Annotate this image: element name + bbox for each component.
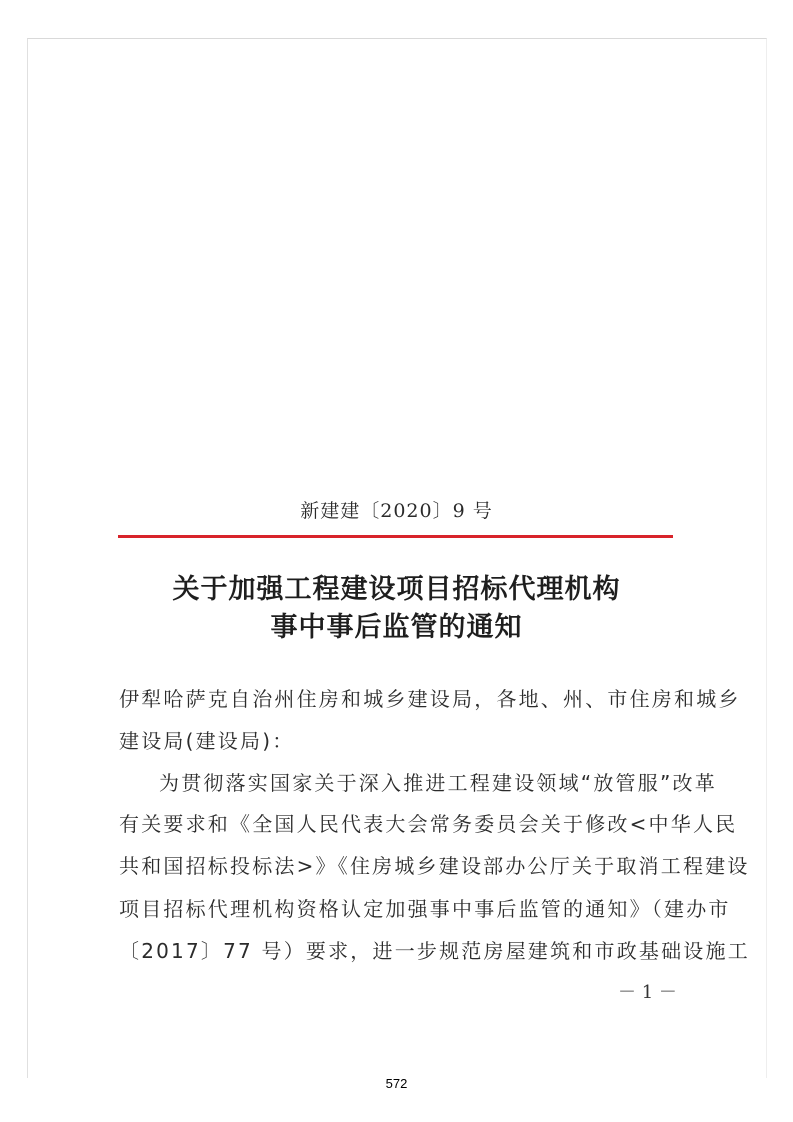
document-title-line-1: 关于加强工程建设项目招标代理机构 xyxy=(172,574,621,605)
footer-page-number: 572 xyxy=(385,1076,408,1091)
body-line-6: 项目招标代理机构资格认定加强事中事后监管的通知》（建办市 xyxy=(119,897,731,921)
body-line-4: 有关要求和《全国人民代表大会常务委员会关于修改<中华人民 xyxy=(119,812,738,836)
page-number: － 1 － xyxy=(618,982,677,1003)
document-number: 新建建〔2020〕9 号 xyxy=(300,500,493,522)
body-line-5: 共和国招标投标法>》《住房城乡建设部办公厅关于取消工程建设 xyxy=(119,854,750,878)
body-line-1: 伊犁哈萨克自治州住房和城乡建设局，各地、州、市住房和城乡 xyxy=(119,687,741,711)
scan-border xyxy=(27,38,767,1078)
body-line-3: 为贯彻落实国家关于深入推进工程建设领域“放管服”改革 xyxy=(159,771,717,795)
red-separator-line xyxy=(118,535,673,538)
document-title-line-2: 事中事后监管的通知 xyxy=(270,612,523,643)
body-line-7: 〔2017〕77 号）要求，进一步规范房屋建筑和市政基础设施工 xyxy=(119,939,750,963)
body-line-2: 建设局(建设局)： xyxy=(119,729,295,753)
